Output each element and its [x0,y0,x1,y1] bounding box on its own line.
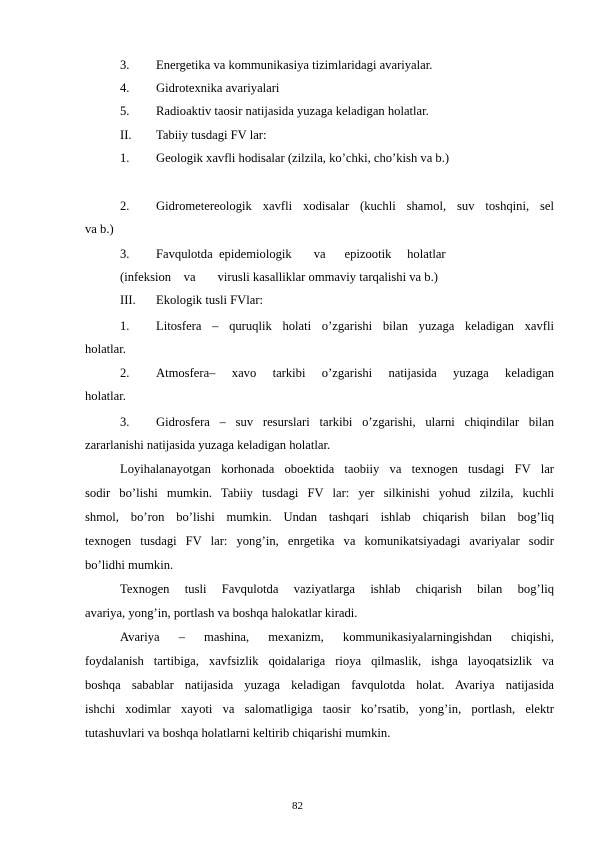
list-text: Radioaktiv taosir natijasida yuzaga keladigan holatlar. [156,104,429,118]
list-text: Geologik xavfli hodisalar (zilzila, ko’chki, cho’kish va b.) [156,151,450,165]
section-title: Ekologik tusli FVlar: [156,293,264,307]
list-number: 5. [120,104,130,118]
list-number: 1. [120,319,130,333]
list-number: 2. [120,366,130,380]
paragraph-line: boshqa sabablar natijasida yuzaga keladigan favqulotda holat. Avariya natijasida [85,678,554,692]
list-number: 3. [120,58,130,72]
list-item-line [120,199,554,214]
paragraph-line: Loyihalanayotgan korhonada oboektida taobiiy va texnogen tusdagi FV lar [120,462,554,476]
list-item-continuation: (infeksion va virusli kasalliklar ommaviy tarqalishi va b.) [120,270,438,284]
paragraph-line: shmol, bo’ron bo’lishi mumkin. Undan tashqari ishlab chiqarish bilan bog’liq [85,510,554,524]
list-item-line [120,366,554,381]
list-number: 2. [120,199,130,213]
paragraph-line: bo’lidhi mumkin. [85,558,174,572]
page-number: 82 [292,800,303,812]
list-number: 3. [120,415,130,429]
section-number: III. [120,293,136,307]
list-text: Litosfera – quruqlik holati o’zgarishi bilan yuzaga keladigan xavfli [156,319,554,333]
list-text: Gidrotexnika avariyalari [156,81,280,95]
list-text: Favqulotda epidemiologik va epizootik holatlar [156,247,446,261]
paragraph-line: ishchi xodimlar xayoti va salomatligiga taosir ko’rsatib, yong’in, portlash, elektr [85,702,554,716]
paragraph-line: texnogen tusdagi FV lar: yong’in, enrgetika va komunikatsiyadagi avariyalar sodir [85,534,554,548]
paragraph-line: Avariya – mashina, mexanizm, kommunikasiyalarningishdan chiqishi, [120,630,554,644]
list-number: 3. [120,247,130,261]
section-title: Tabiiy tusdagi FV lar: [156,128,267,142]
list-text: Gidrometereologik xavfli xodisalar (kuchli shamol, suv toshqini, sel [156,199,554,213]
list-text: Gidrosfera – suv resurslari tarkibi o’zgarishi, ularni chiqindilar bilan [156,415,554,429]
paragraph-line: foydalanish tartibiga, xavfsizlik qoidalariga rioya qilmaslik, ishga layoqatsizlik va [85,654,554,668]
list-item-continuation: holatlar. [85,389,126,403]
paragraph-line: sodir bo’lishi mumkin. Tabiiy tusdagi FV lar: yer silkinishi yohud zilzila, kuchli [85,486,554,500]
paragraph-line: Texnogen tusli Favqulotda vaziyatlarga ishlab chiqarish bilan bog’liq [120,582,554,596]
list-text: Energetika va kommunikasiya tizimlaridagi avariyalar. [156,58,433,72]
paragraph-line: avariya, yong’in, portlash va boshqa halokatlar kiradi. [85,606,358,620]
list-item-line [120,319,554,334]
list-text: Atmosfera– xavo tarkibi o’zgarishi natijasida yuzaga keladigan [156,366,554,380]
list-number: 4. [120,81,130,95]
list-item-continuation: zararlanishi natijasida yuzaga keladigan holatlar. [85,438,331,452]
paragraph-line: tutashuvlari va boshqa holatlarni keltirib chiqarishi mumkin. [85,726,391,740]
section-number: II. [120,128,132,142]
list-item-continuation: holatlar. [85,342,126,356]
list-item-line [120,415,554,430]
list-number: 1. [120,151,130,165]
list-item-continuation: va b.) [85,222,114,236]
